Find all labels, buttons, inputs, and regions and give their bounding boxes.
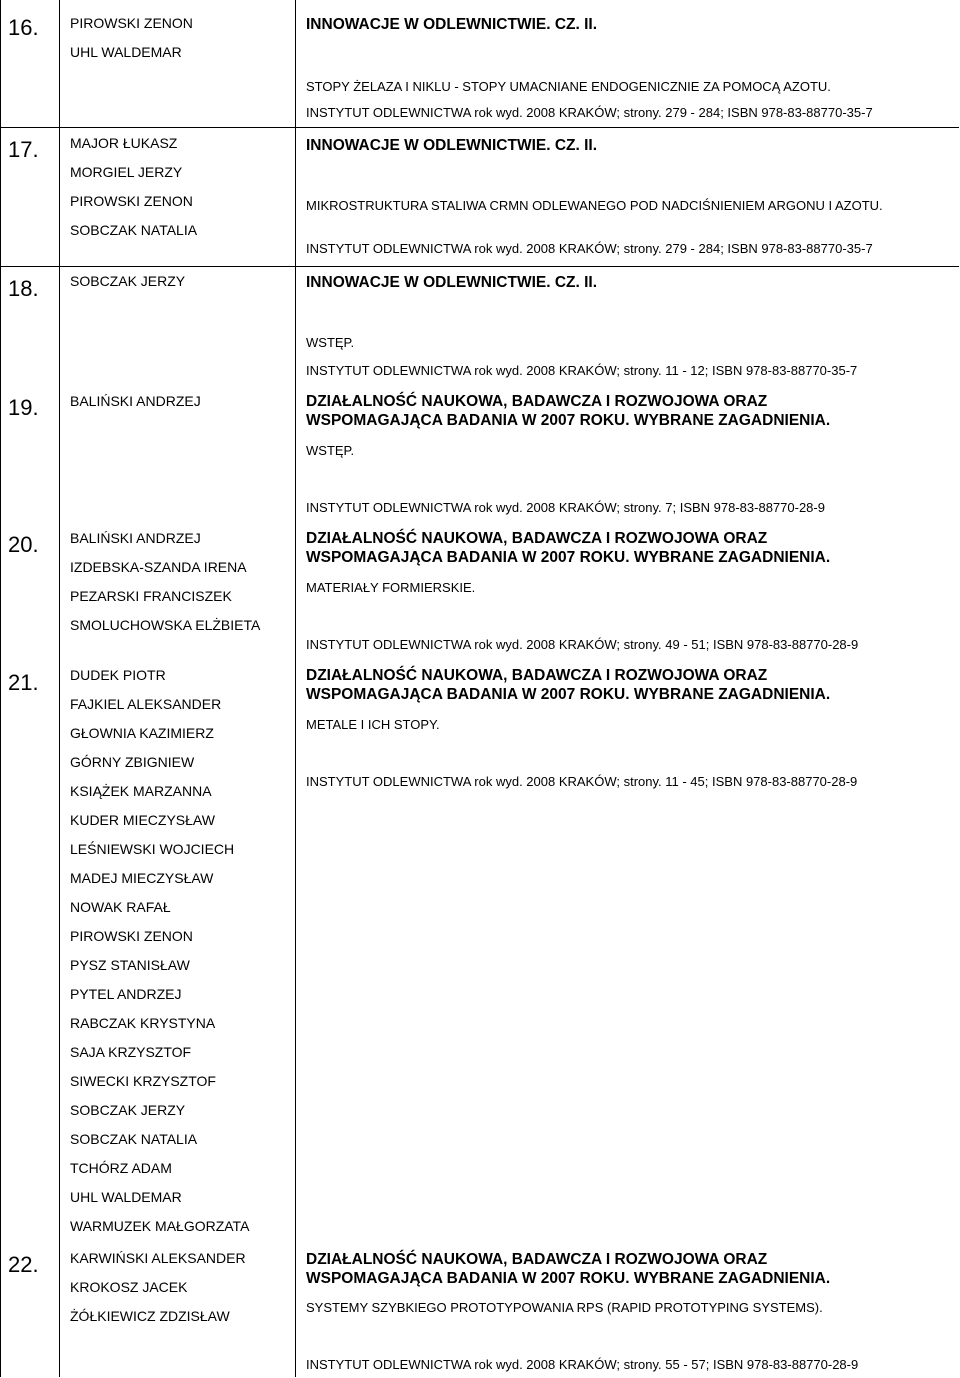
author: GÓRNY ZBIGNIEW <box>70 754 195 770</box>
publication-info: INSTYTUT ODLEWNICTWA rok wyd. 2008 KRAKÓW; strony. 55 - 57; ISBN 978-83-88770-28-9 <box>306 1357 859 1372</box>
entry-title-line2: WSPOMAGAJĄCA BADANIA W 2007 ROKU. WYBRANE ZAGADNIENIA. <box>306 549 831 566</box>
author: RABCZAK KRYSTYNA <box>70 1015 216 1031</box>
author: DUDEK PIOTR <box>70 667 166 683</box>
author: KSIĄŻEK MARZANNA <box>70 783 212 799</box>
author: IZDEBSKA-SZANDA IRENA <box>70 559 247 575</box>
entry-number: 18. <box>8 276 39 301</box>
publication-info: INSTYTUT ODLEWNICTWA rok wyd. 2008 KRAKÓW; strony. 11 - 45; ISBN 978-83-88770-28-9 <box>306 774 858 789</box>
publication-info: INSTYTUT ODLEWNICTWA rok wyd. 2008 KRAKÓW; strony. 7; ISBN 978-83-88770-28-9 <box>306 500 825 515</box>
author: UHL WALDEMAR <box>70 44 182 60</box>
entry-title-line1: DZIAŁALNOŚĆ NAUKOWA, BADAWCZA I ROZWOJOWA ORAZ <box>306 667 768 684</box>
author: MADEJ MIECZYSŁAW <box>70 870 214 886</box>
publication-info: INSTYTUT ODLEWNICTWA rok wyd. 2008 KRAKÓW; strony. 279 - 284; ISBN 978-83-88770-35-7 <box>306 241 873 256</box>
entry-title-line2: WSPOMAGAJĄCA BADANIA W 2007 ROKU. WYBRANE ZAGADNIENIA. <box>306 412 831 429</box>
author: KUDER MIECZYSŁAW <box>70 812 215 828</box>
author: TCHÓRZ ADAM <box>70 1160 172 1176</box>
entry-number: 17. <box>8 137 39 162</box>
author: LEŚNIEWSKI WOJCIECH <box>70 841 235 857</box>
author: SAJA KRZYSZTOF <box>70 1044 192 1060</box>
entry-number: 22. <box>8 1252 39 1277</box>
author: SOBCZAK NATALIA <box>70 222 198 238</box>
entry-subtitle: WSTĘP. <box>306 443 355 458</box>
author: UHL WALDEMAR <box>70 1189 182 1205</box>
author: MAJOR ŁUKASZ <box>70 135 178 151</box>
entry-subtitle: SYSTEMY SZYBKIEGO PROTOTYPOWANIA RPS (RAPID PROTOTYPING SYSTEMS). <box>306 1300 823 1315</box>
author: NOWAK RAFAŁ <box>70 899 171 915</box>
entry-subtitle: STOPY ŻELAZA I NIKLU - STOPY UMACNIANE ENDOGENICZNIE ZA POMOCĄ AZOTU. <box>306 79 831 94</box>
publication-info: INSTYTUT ODLEWNICTWA rok wyd. 2008 KRAKÓW; strony. 11 - 12; ISBN 978-83-88770-35-7 <box>306 363 858 378</box>
author: FAJKIEL ALEKSANDER <box>70 696 222 712</box>
author: PIROWSKI ZENON <box>70 928 193 944</box>
author: PEZARSKI FRANCISZEK <box>70 588 232 604</box>
author: SOBCZAK NATALIA <box>70 1131 198 1147</box>
author: PIROWSKI ZENON <box>70 193 193 209</box>
row-rule-17 <box>0 127 959 128</box>
author: PYTEL ANDRZEJ <box>70 986 182 1002</box>
col-divider-1 <box>59 0 60 1377</box>
entry-subtitle: WSTĘP. <box>306 335 355 350</box>
col-divider-2 <box>295 0 296 1377</box>
author: PIROWSKI ZENON <box>70 15 193 31</box>
entry-number: 16. <box>8 15 39 40</box>
author: SMOLUCHOWSKA ELŻBIETA <box>70 617 261 633</box>
entry-number: 20. <box>8 532 39 557</box>
author: KROKOSZ JACEK <box>70 1279 188 1295</box>
entry-title: INNOWACJE W ODLEWNICTWIE. CZ. II. <box>306 16 598 33</box>
entry-title-line1: DZIAŁALNOŚĆ NAUKOWA, BADAWCZA I ROZWOJOWA ORAZ <box>306 393 768 410</box>
publication-info: INSTYTUT ODLEWNICTWA rok wyd. 2008 KRAKÓW; strony. 279 - 284; ISBN 978-83-88770-35-7 <box>306 105 873 120</box>
entry-subtitle: MATERIAŁY FORMIERSKIE. <box>306 580 476 595</box>
author: GŁOWNIA KAZIMIERZ <box>70 725 214 741</box>
entry-title: INNOWACJE W ODLEWNICTWIE. CZ. II. <box>306 274 598 291</box>
publication-info: INSTYTUT ODLEWNICTWA rok wyd. 2008 KRAKÓW; strony. 49 - 51; ISBN 978-83-88770-28-9 <box>306 637 859 652</box>
author: ŻÓŁKIEWICZ ZDZISŁAW <box>70 1308 230 1324</box>
entry-title-line1: DZIAŁALNOŚĆ NAUKOWA, BADAWCZA I ROZWOJOWA ORAZ <box>306 1251 768 1268</box>
author: MORGIEL JERZY <box>70 164 183 180</box>
entry-title-line2: WSPOMAGAJĄCA BADANIA W 2007 ROKU. WYBRANE ZAGADNIENIA. <box>306 1270 831 1287</box>
author: PYSZ STANISŁAW <box>70 957 190 973</box>
author: KARWIŃSKI ALEKSANDER <box>70 1250 246 1266</box>
row-rule-18 <box>0 266 959 267</box>
entry-subtitle: METALE I ICH STOPY. <box>306 717 440 732</box>
author: BALIŃSKI ANDRZEJ <box>70 530 201 546</box>
entry-number: 19. <box>8 395 39 420</box>
entry-title-line2: WSPOMAGAJĄCA BADANIA W 2007 ROKU. WYBRANE ZAGADNIENIA. <box>306 686 831 703</box>
entry-subtitle: MIKROSTRUKTURA STALIWA CRMN ODLEWANEGO POD NADCIŚNIENIEM ARGONU I AZOTU. <box>306 198 883 213</box>
entry-number: 21. <box>8 670 39 695</box>
entry-title: INNOWACJE W ODLEWNICTWIE. CZ. II. <box>306 137 598 154</box>
author: WARMUZEK MAŁGORZATA <box>70 1218 250 1234</box>
author: SIWECKI KRZYSZTOF <box>70 1073 216 1089</box>
entry-title-line1: DZIAŁALNOŚĆ NAUKOWA, BADAWCZA I ROZWOJOWA ORAZ <box>306 530 768 547</box>
author: SOBCZAK JERZY <box>70 1102 186 1118</box>
author: SOBCZAK JERZY <box>70 273 186 289</box>
author: BALIŃSKI ANDRZEJ <box>70 393 201 409</box>
